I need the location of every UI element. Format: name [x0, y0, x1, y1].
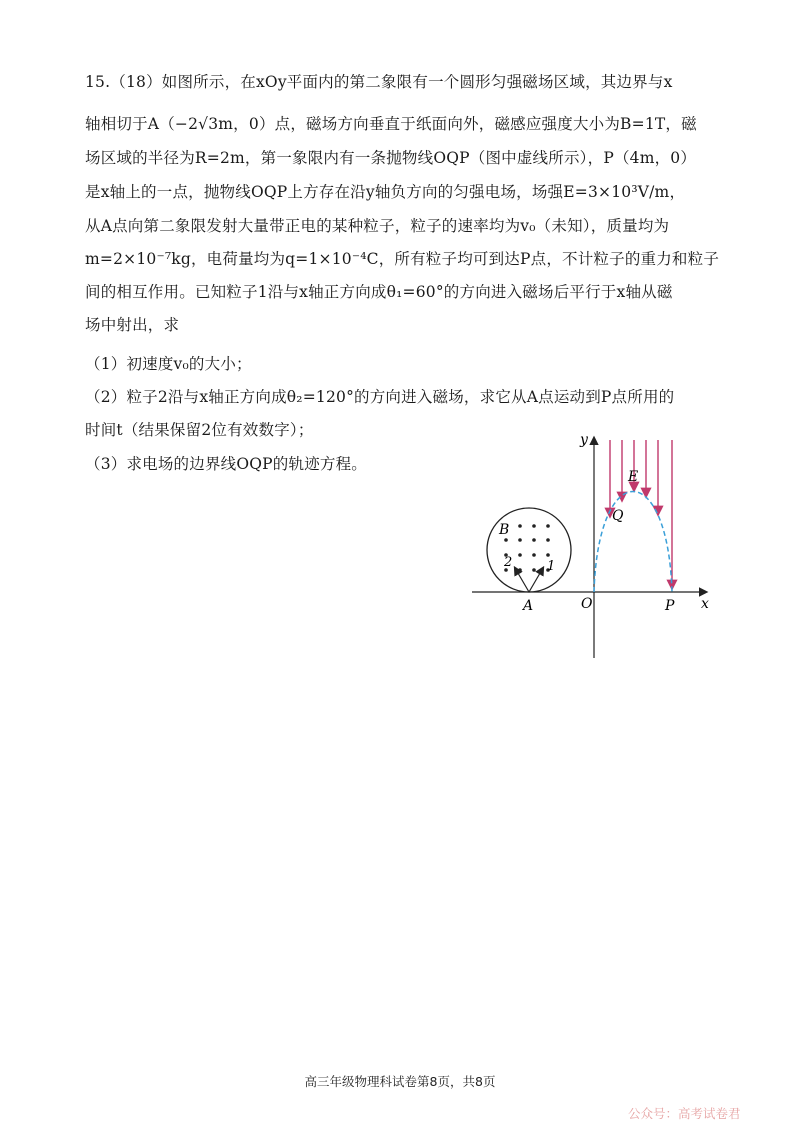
problem-line: 轴相切于A（−2√3m，0）点，磁场方向垂直于纸面向外，磁感应强度大小为B=1T，磁: [85, 115, 697, 133]
point-p-label: P: [665, 598, 675, 614]
question-item: （1）初速度v₀的大小；: [85, 355, 252, 373]
point-q-label: Q: [612, 508, 624, 524]
parabola-boundary: [594, 492, 672, 593]
particle-1-arrow: [529, 568, 543, 592]
problem-line: 场区域的半径为R=2m，第一象限内有一条抛物线OQP（图中虚线所示），P（4m，0）: [85, 149, 697, 167]
point-a-label: A: [523, 598, 534, 614]
page-footer: 高三年级物理科试卷第8页，共8页: [304, 1074, 496, 1089]
magnetic-field-circle: [487, 508, 571, 592]
problem-line: 场中射出，求: [85, 316, 180, 334]
physics-diagram: [462, 428, 722, 663]
particle-1-label: 1: [547, 559, 556, 574]
problem-line: m=2×10⁻⁷kg，电荷量均为q=1×10⁻⁴C，所有粒子均可到达P点，不计粒子的重力和粒子: [85, 250, 720, 268]
x-label: x: [701, 596, 709, 612]
particle-2-label: 2: [504, 555, 513, 570]
question-item: 时间t（结果保留2位有效数字）；: [85, 421, 314, 439]
problem-line: 间的相互作用。已知粒子1沿与x轴正方向成θ₁=60°的方向进入磁场后平行于x轴从磁: [85, 283, 673, 301]
field-b-label: B: [499, 522, 510, 538]
question-item: （3）求电场的边界线OQP的轨迹方程。: [85, 455, 368, 473]
question-item: （2）粒子2沿与x轴正方向成θ₂=120°的方向进入磁场，求它从A点运动到P点所用的: [85, 388, 675, 406]
y-label: y: [580, 432, 588, 448]
problem-line: 从A点向第二象限发射大量带正电的某种粒子，粒子的速率均为v₀（未知），质量均为: [85, 217, 670, 235]
problem-line: 是x轴上的一点，抛物线OQP上方存在沿y轴负方向的匀强电场，场强E=3×10³V/m，: [85, 183, 686, 201]
problem-line: 15.（18）如图所示，在xOy平面内的第二象限有一个圆形匀强磁场区域，其边界与x: [85, 73, 673, 91]
particle-2-arrow: [515, 568, 529, 592]
watermark: 公众号：高考试卷君: [628, 1106, 741, 1121]
origin-label: O: [581, 596, 593, 612]
field-e-label: E: [628, 469, 639, 485]
